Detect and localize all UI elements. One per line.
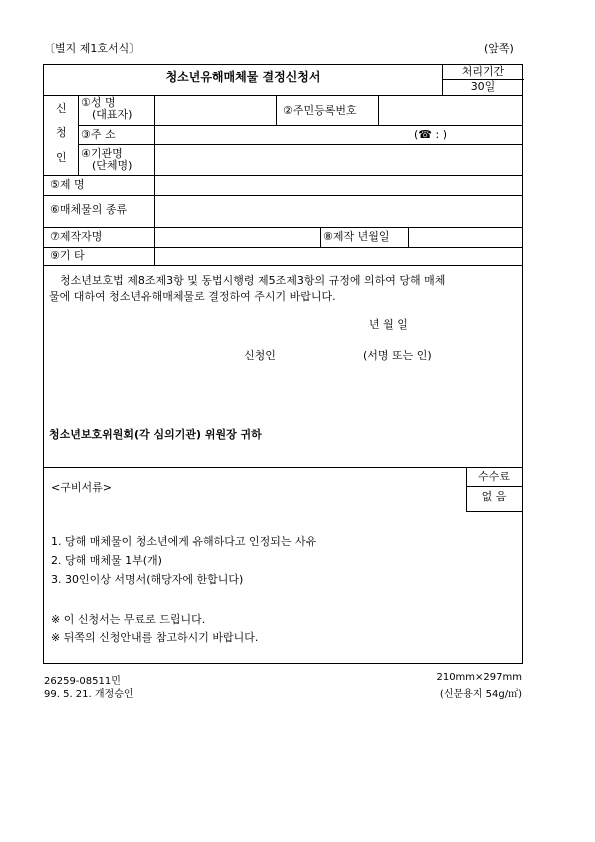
documents-heading: <구비서류>	[51, 481, 112, 494]
side-label: (앞쪽)	[484, 42, 514, 55]
processing-period-label: 처리기간	[461, 65, 505, 78]
applicant-char-3: 인	[56, 151, 67, 164]
name-label: ①성 명	[81, 96, 116, 109]
form-title: 청소년유해매체물 결정신청서	[165, 70, 321, 84]
application-form	[43, 64, 523, 664]
paper-size: 210mm×297mm	[436, 672, 522, 683]
phone-label: (☎ : )	[414, 128, 447, 141]
document-item: 1. 당해 매체물이 청소년에게 유해하다고 인정되는 사유	[51, 535, 317, 548]
form-code: 26259-08511민	[44, 676, 121, 687]
fee-value: 없 음	[481, 490, 507, 503]
document-item: 2. 당해 매체물 1부(개)	[51, 554, 162, 567]
fee-label: 수수료	[478, 470, 510, 483]
date-line: 년 월 일	[369, 318, 408, 331]
address-label: ③주 소	[81, 128, 116, 141]
name-sub-label: (대표자)	[92, 108, 133, 121]
paper-type: (신문용지 54g/㎡)	[439, 689, 522, 700]
processing-period-value: 30일	[470, 80, 496, 93]
other-label: ⑨기 타	[50, 249, 85, 262]
form-number: 〔별지 제1호서식〕	[44, 42, 141, 55]
title-label: ⑤제 명	[50, 178, 85, 191]
production-date-label: ⑧제작 년월일	[323, 230, 390, 243]
applicant-sign-label: 신청인	[244, 349, 276, 362]
addressee: 청소년보호위원회(각 심의기관) 위원장 귀하	[49, 428, 262, 441]
note-item: ※ 뒤쪽의 신청안내를 참고하시기 바랍니다.	[51, 631, 259, 644]
request-paragraph-line1: 청소년보호법 제8조제3항 및 동법시행령 제5조제3항의 규정에 의하여 당해 매체	[60, 274, 446, 287]
approval-date: 99. 5. 21. 개정승인	[44, 689, 134, 700]
producer-label: ⑦제작자명	[50, 230, 103, 243]
request-paragraph-line2: 물에 대하여 청소년유해매체물로 결정하여 주시기 바랍니다.	[49, 290, 336, 303]
rrn-label: ②주민등록번호	[283, 104, 357, 117]
note-item: ※ 이 신청서는 무료로 드립니다.	[51, 613, 206, 626]
signature-label: (서명 또는 인)	[363, 349, 432, 362]
media-type-label: ⑥매체물의 종류	[50, 203, 128, 216]
document-item: 3. 30인이상 서명서(해당자에 한합니다)	[51, 573, 244, 586]
org-label: ④기관명	[81, 147, 123, 160]
applicant-char-2: 청	[56, 126, 67, 139]
org-sub-label: (단체명)	[92, 159, 133, 172]
applicant-char-1: 신	[56, 102, 67, 115]
